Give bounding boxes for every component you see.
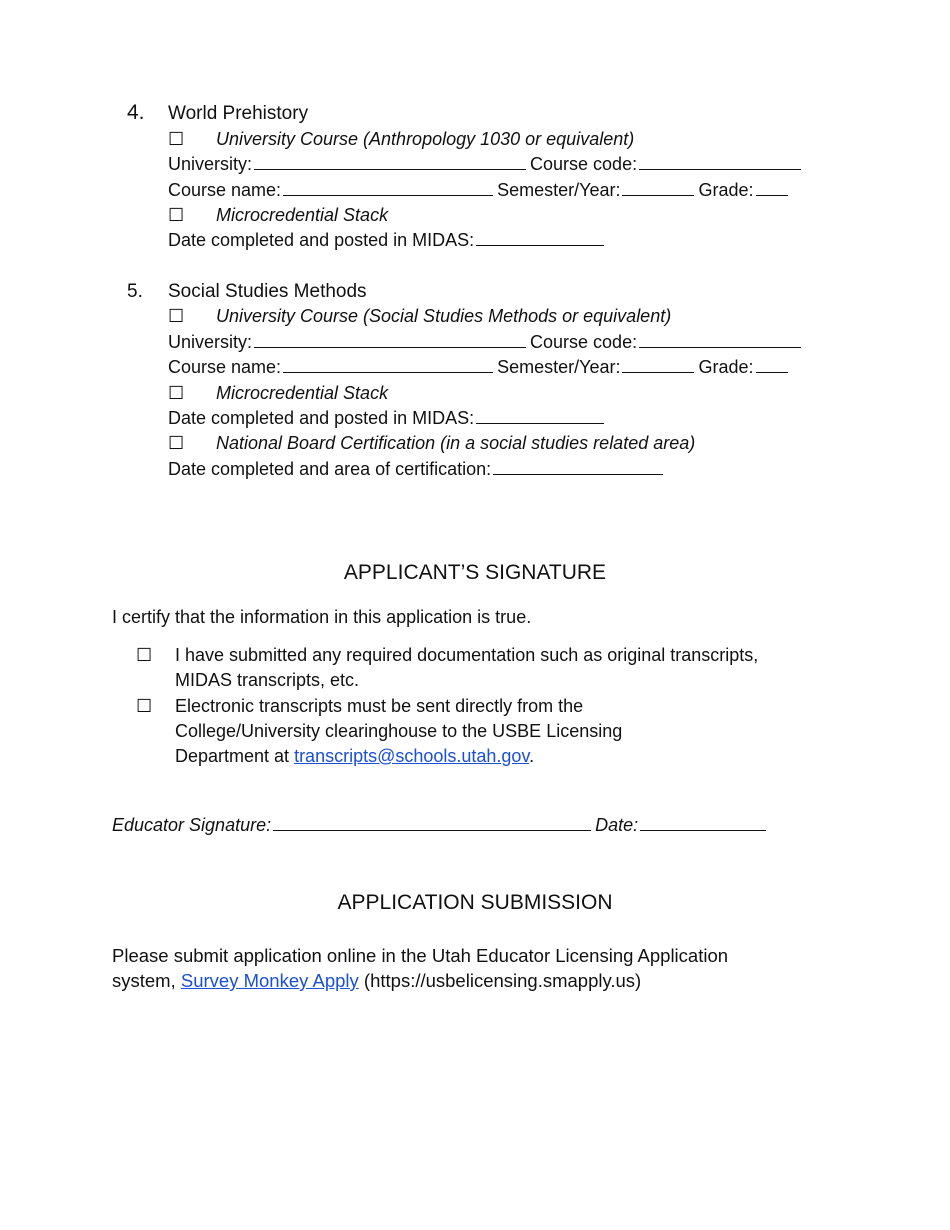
university-field[interactable] <box>254 153 526 170</box>
submission-line2 <box>112 970 641 992</box>
text: Department at <box>175 746 295 766</box>
option-label: Microcredential Stack <box>216 383 389 403</box>
course-code-field[interactable] <box>639 153 801 170</box>
semester-label: Semester/Year: <box>497 357 621 377</box>
date-label: Date: <box>595 815 639 835</box>
section-5-title: Social Studies Methods <box>168 281 367 302</box>
checkbox[interactable]: ☐ <box>136 696 153 716</box>
grade-field[interactable] <box>756 179 788 196</box>
text: (https://usbelicensing.smapply.us) <box>358 970 642 991</box>
option-label: University Course (Anthropology 1030 or equivalent) <box>216 129 635 149</box>
university-field[interactable] <box>254 331 526 348</box>
university-row <box>168 331 805 353</box>
course-name-label: Course name: <box>168 180 282 200</box>
course-code-label: Course code: <box>530 154 638 174</box>
item-1-line1: I have submitted any required documentation such as original transcripts, <box>175 645 759 665</box>
item-2-line3 <box>175 745 534 767</box>
checkbox[interactable]: ☐ <box>168 306 185 326</box>
section-4-option-university[interactable] <box>168 128 634 150</box>
text: . <box>529 746 535 766</box>
survey-monkey-apply-link[interactable]: Survey Monkey Apply <box>180 970 359 991</box>
text: system, <box>112 970 181 991</box>
submission-line1: Please submit application online in the Utah Educator Licensing Application <box>112 945 729 966</box>
nbc-field[interactable] <box>493 458 663 475</box>
university-label: University: <box>168 154 253 174</box>
midas-date-field[interactable] <box>476 229 604 246</box>
midas-row <box>168 229 608 251</box>
signature-heading: APPLICANT’S SIGNATURE <box>343 561 607 584</box>
section-5-number: 5. <box>127 281 143 302</box>
midas-label: Date completed and posted in MIDAS: <box>168 230 475 250</box>
course-name-row <box>168 179 792 201</box>
signature-row <box>112 814 770 836</box>
university-row <box>168 153 805 175</box>
semester-field[interactable] <box>622 356 694 373</box>
section-4-option-microcredential[interactable] <box>168 204 388 226</box>
midas-label: Date completed and posted in MIDAS: <box>168 408 475 428</box>
course-code-label: Course code: <box>530 332 638 352</box>
checkbox[interactable]: ☐ <box>168 383 185 403</box>
course-name-row <box>168 356 792 378</box>
educator-signature-label: Educator Signature: <box>112 815 272 835</box>
section-4-title: World Prehistory <box>168 103 309 124</box>
transcripts-email-link[interactable]: transcripts@schools.utah.gov <box>294 746 530 766</box>
semester-field[interactable] <box>622 179 694 196</box>
grade-label: Grade: <box>698 180 754 200</box>
midas-date-field[interactable] <box>476 407 604 424</box>
item-2-line1: Electronic transcripts must be sent directly from the <box>175 696 584 716</box>
course-name-field[interactable] <box>283 179 493 196</box>
course-name-label: Course name: <box>168 357 282 377</box>
course-code-field[interactable] <box>639 331 801 348</box>
section-5-option-university[interactable] <box>168 305 671 327</box>
grade-label: Grade: <box>698 357 754 377</box>
submission-heading: APPLICATION SUBMISSION <box>337 891 613 914</box>
semester-label: Semester/Year: <box>497 180 621 200</box>
date-field[interactable] <box>640 814 766 831</box>
section-5-option-nbc[interactable] <box>168 432 695 454</box>
grade-field[interactable] <box>756 356 788 373</box>
option-label: University Course (Social Studies Methods or equivalent) <box>216 306 672 326</box>
section-4-number: 4. <box>127 101 145 124</box>
course-name-field[interactable] <box>283 356 493 373</box>
option-label: National Board Certification (in a social studies related area) <box>216 433 696 453</box>
item-1-line2: MIDAS transcripts, etc. <box>175 670 360 690</box>
certify-text: I certify that the information in this application is true. <box>112 607 532 627</box>
checkbox[interactable]: ☐ <box>168 129 185 149</box>
option-label: Microcredential Stack <box>216 205 389 225</box>
nbc-row <box>168 458 667 480</box>
checkbox[interactable]: ☐ <box>136 645 153 665</box>
university-label: University: <box>168 332 253 352</box>
item-2-line2: College/University clearinghouse to the USBE Licensing <box>175 721 623 741</box>
educator-signature-field[interactable] <box>273 814 591 831</box>
midas-row <box>168 407 608 429</box>
section-5-option-microcredential[interactable] <box>168 382 388 404</box>
checkbox[interactable]: ☐ <box>168 205 185 225</box>
checkbox[interactable]: ☐ <box>168 433 185 453</box>
nbc-label: Date completed and area of certification: <box>168 459 492 479</box>
